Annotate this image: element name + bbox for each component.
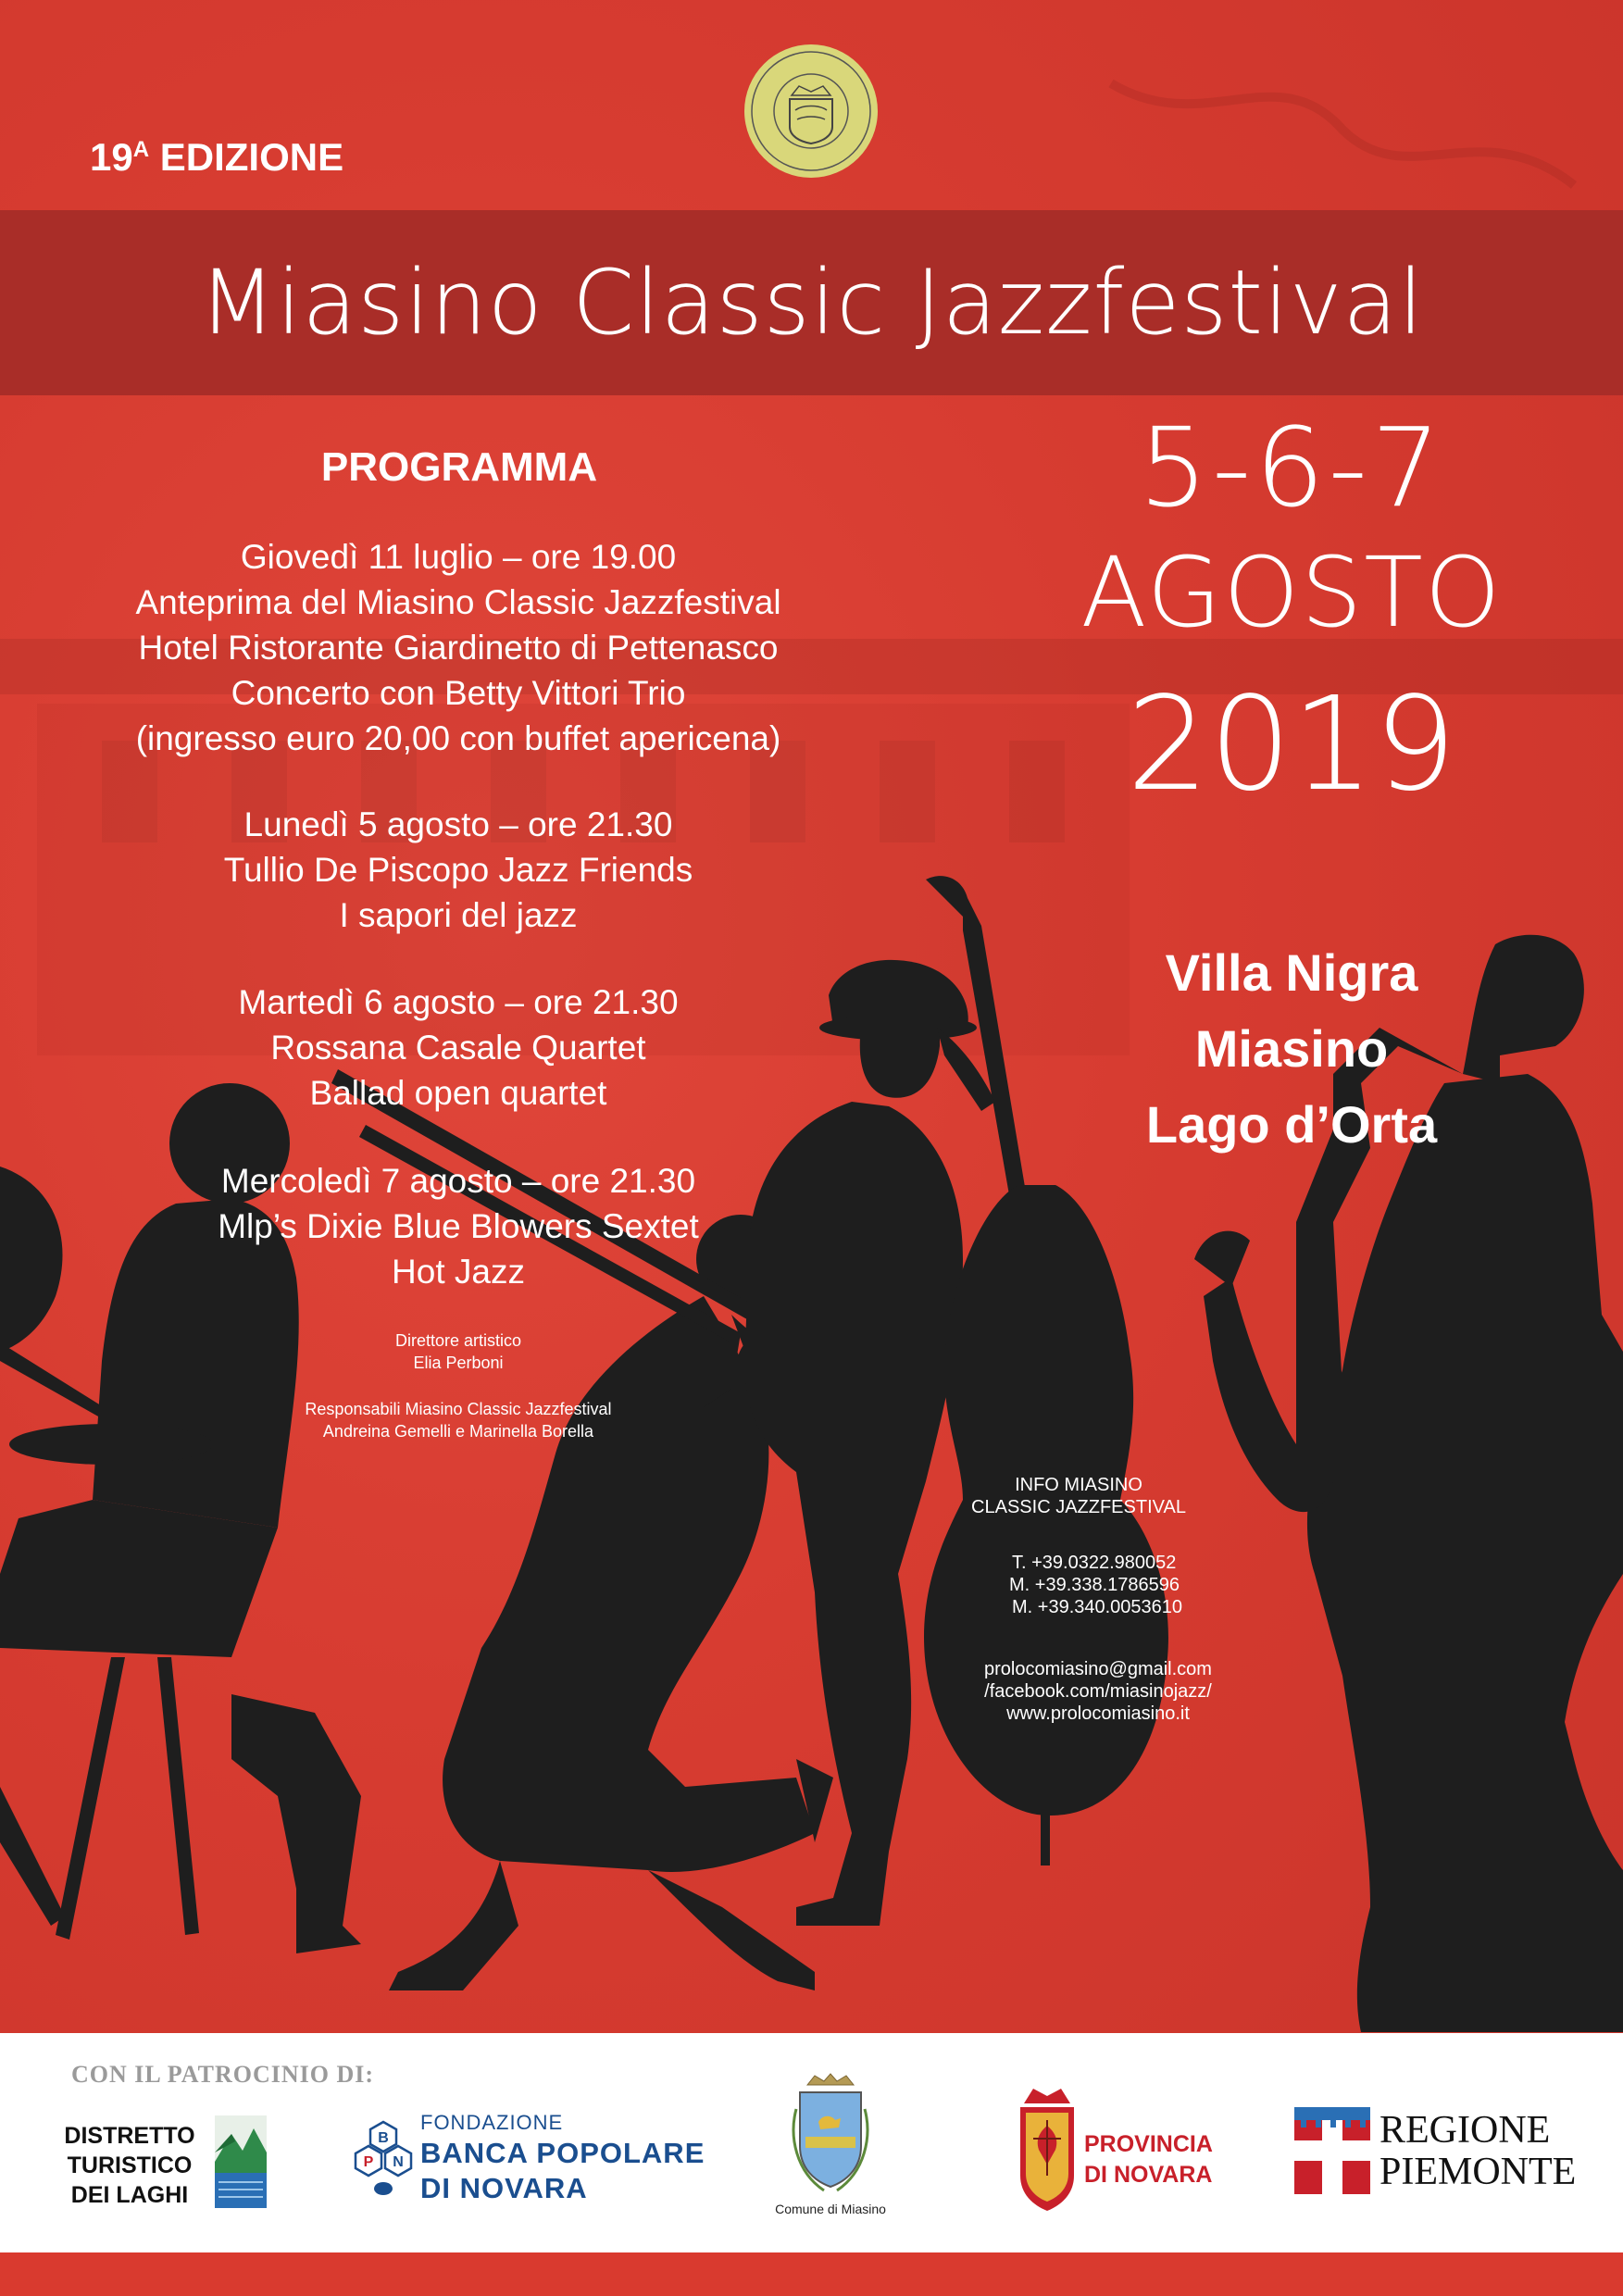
bpn-letter-n: N	[393, 2154, 404, 2170]
edition-superscript: A	[132, 137, 150, 162]
event-line: Anteprima del Miasino Classic Jazzfestival	[135, 583, 781, 621]
event-line: Mlp’s Dixie Blue Blowers Sextet	[218, 1207, 699, 1245]
programme-heading: PROGRAMMA	[320, 444, 598, 490]
managers-names: Andreina Gemelli e Marinella Borella	[322, 1422, 594, 1441]
info-contacts	[959, 1658, 1237, 1725]
festival-managers	[241, 1398, 676, 1442]
phone-number: M. +39.338.1786596	[1009, 1575, 1180, 1595]
footer-red-strip	[0, 2252, 1623, 2296]
event-line: Rossana Casale Quartet	[270, 1029, 646, 1067]
event-tuesday	[65, 980, 852, 1116]
email-link[interactable]: prolocomiasino@gmail.com	[984, 1659, 1212, 1679]
director-label: Direttore artistico	[394, 1331, 522, 1350]
regione-line: PIEMONTE	[1380, 2151, 1577, 2193]
event-line: Martedì 6 agosto – ore 21.30	[238, 983, 679, 1021]
banca-popolare-novara-logo	[350, 2100, 720, 2220]
event-line: I sapori del jazz	[339, 896, 578, 934]
bpn-letter-b: B	[378, 2130, 389, 2146]
logo-text-line: TURISTICO	[67, 2152, 193, 2178]
provincia-line: DI NOVARA	[1084, 2162, 1213, 2188]
regione-piemonte-logo	[1294, 2107, 1581, 2200]
venue-line: Lago d’Orta	[1145, 1095, 1438, 1154]
website-link[interactable]: www.prolocomiasino.it	[1006, 1703, 1190, 1724]
provincia-line: PROVINCIA	[1084, 2131, 1213, 2157]
event-line: Hotel Ristorante Giardinetto di Pettenasco	[138, 629, 779, 667]
artistic-director	[241, 1329, 676, 1374]
festival-year: 2019	[1126, 669, 1457, 820]
logo-text-line: DEI LAGHI	[70, 2182, 189, 2208]
edition-label	[90, 135, 343, 180]
managers-label: Responsabili Miasino Classic Jazzfestival	[305, 1400, 612, 1418]
edition-word: EDIZIONE	[159, 135, 344, 179]
edition-number: 19	[90, 135, 133, 179]
patronage-label: CON IL PATROCINIO DI:	[71, 2061, 375, 2088]
festival-title: Miasino Classic Jazzfestival	[198, 251, 1425, 355]
logo-text-line: DISTRETTO	[64, 2123, 195, 2149]
regione-line: REGIONE	[1380, 2109, 1551, 2152]
venue-line: Villa Nigra	[1165, 943, 1418, 1002]
event-preview	[65, 534, 852, 761]
provincia-coat-of-arms-icon	[1017, 2083, 1078, 2213]
festival-dates	[1000, 404, 1583, 833]
phone-number: T. +39.0322.980052	[1012, 1553, 1177, 1573]
comune-label: Comune di Miasino	[775, 2202, 886, 2216]
event-line: Lunedì 5 agosto – ore 21.30	[243, 805, 673, 843]
event-line: (ingresso euro 20,00 con buffet apericena)	[135, 719, 781, 757]
event-line: Hot Jazz	[392, 1253, 525, 1291]
piemonte-flag-icon	[1294, 2107, 1370, 2194]
bpn-banca: BANCA POPOLARE	[420, 2137, 705, 2169]
facebook-link[interactable]: /facebook.com/miasinojazz/	[984, 1681, 1212, 1702]
venue-line: Miasino	[1194, 1019, 1389, 1078]
info-heading-line: INFO MIASINO	[1015, 1475, 1142, 1495]
pro-loco-seal-logo	[743, 44, 879, 179]
mountains-lake-icon	[215, 2115, 267, 2208]
event-line: Tullio De Piscopo Jazz Friends	[223, 851, 693, 889]
miasino-coat-of-arms-icon	[787, 2072, 874, 2198]
info-heading-line: CLASSIC JAZZFESTIVAL	[971, 1497, 1186, 1517]
event-wednesday	[65, 1158, 852, 1294]
info-heading	[963, 1474, 1194, 1518]
distretto-turistico-logo	[56, 2115, 278, 2217]
event-line: Concerto con Betty Vittori Trio	[231, 674, 686, 712]
event-line: Giovedì 11 luglio – ore 19.00	[240, 538, 677, 576]
event-monday	[65, 802, 852, 938]
provincia-novara-logo	[1017, 2083, 1213, 2222]
bpn-letter-p: P	[363, 2154, 374, 2170]
festival-month: AGOSTO	[1080, 536, 1503, 649]
info-phones	[1009, 1552, 1250, 1618]
bpn-novara: DI NOVARA	[420, 2172, 588, 2204]
festival-venue	[1000, 935, 1583, 1163]
event-line: Mercoledì 7 agosto – ore 21.30	[220, 1162, 696, 1200]
comune-miasino-logo	[761, 2072, 900, 2225]
phone-number: M. +39.340.0053610	[1012, 1597, 1183, 1617]
director-name: Elia Perboni	[413, 1354, 504, 1372]
festival-days: 5-6-7	[1138, 404, 1445, 531]
event-line: Ballad open quartet	[309, 1074, 607, 1112]
bpn-fondazione: FONDAZIONE	[420, 2111, 564, 2134]
bpn-hexagon-icon	[350, 2118, 417, 2202]
